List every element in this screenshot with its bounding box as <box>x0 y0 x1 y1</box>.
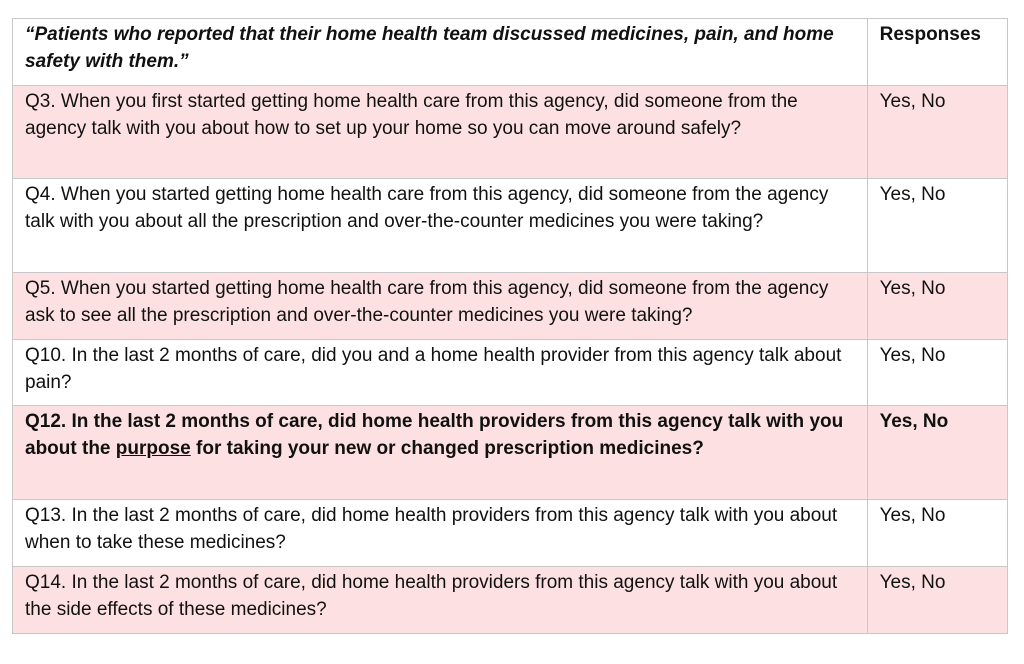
response-options: Yes, No <box>867 340 1007 406</box>
table-row-q3 <box>13 86 1008 179</box>
question-text: Q14. In the last 2 months of care, did home health providers from this agency talk with you about the side effects of these medicines? <box>13 567 868 634</box>
table-row-q5 <box>13 273 1008 340</box>
question-text: Q3. When you first started getting home health care from this agency, did someone from the agency talk with you about how to set up your home so you can move around safely? <box>13 86 868 179</box>
responses-column-header: Responses <box>867 19 1007 86</box>
response-options: Yes, No <box>867 86 1007 179</box>
survey-questions-table <box>12 18 1008 634</box>
response-options: Yes, No <box>867 179 1007 273</box>
question-text: Q5. When you started getting home health care from this agency, did someone from the agency ask to see all the prescription and over-the-counter medicines you were taking? <box>13 273 868 340</box>
question-text-start: Q12. In the last 2 months of care, did home health providers from this agency talk with you about the <box>25 411 844 459</box>
table-row-q14 <box>13 567 1008 634</box>
response-options: Yes, No <box>867 273 1007 340</box>
table-row-q10 <box>13 340 1008 406</box>
table-row-q13 <box>13 500 1008 567</box>
question-text: Q13. In the last 2 months of care, did home health providers from this agency talk with you about when to take these medicines? <box>13 500 868 567</box>
question-emphasis: purpose <box>115 438 191 459</box>
question-text: Q10. In the last 2 months of care, did you and a home health provider from this agency talk about pain? <box>13 340 868 406</box>
table-title: “Patients who reported that their home health team discussed medicines, pain, and home safety with them.” <box>13 19 868 86</box>
question-text: Q4. When you started getting home health care from this agency, did someone from the agency talk with you about all the prescription and over-the-counter medicines you were taking? <box>13 179 868 273</box>
response-options: Yes, No <box>867 406 1007 500</box>
table-row-q4 <box>13 179 1008 273</box>
table-header-row <box>13 19 1008 86</box>
response-options: Yes, No <box>867 500 1007 567</box>
question-text-end: for taking your new or changed prescription medicines? <box>190 438 704 459</box>
table-row-q12 <box>13 406 1008 500</box>
response-options: Yes, No <box>867 567 1007 634</box>
question-text <box>13 406 868 500</box>
